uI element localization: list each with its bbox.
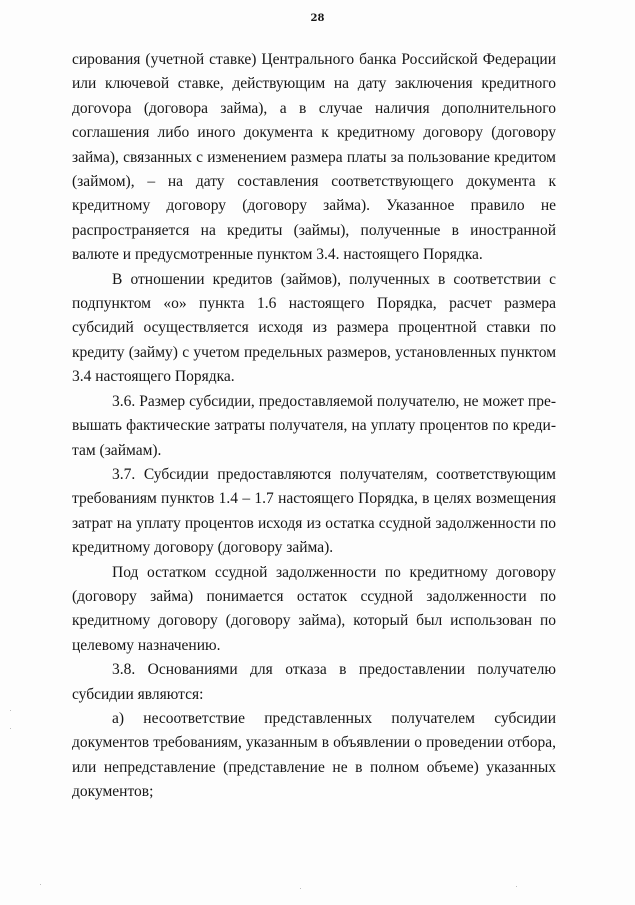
- paragraph-3-7: 3.7. Субсидии предоставляются получателям, соответствующим требованиям пунктов 1.4 – 1.7 настоящего Порядка, в целях возмещения затрат на уплату процентов исходя из остатка ссудной задолженности по кредитному договору (договору займа).: [72, 465, 556, 557]
- paragraph-3-8-a: а) несоответствие представленных получателем субсидии документов требованиям, указанным в объявлении о проведении отбора, или непредставление (представление не в полном объеме) указанных документов;: [72, 709, 556, 801]
- paragraph-rate-continuation: сирования (учетной ставке) Центрального банка Российской Федерации или ключевой ставке, действующим на дату заключения кредитного догоvора (договора займа), а в случае наличия дополнительного соглашения либо иного документа к кредитному договору (договору займа), связанных с изменением размера платы за пользование кредитом (займом), – на дату составления соответствующего документа к кредитному договору (договору займа). Указанное правило не распространяется на кредиты (займы), полученные в иностранной валюте и предусмотренные пунктом 3.4. настоящего Порядка.: [72, 51, 556, 264]
- scan-speck: [300, 888, 301, 889]
- paragraph-3-8: 3.8. Основаниями для отказа в предоставлении получателю субсидии являются:: [72, 661, 556, 703]
- paragraph-3-6: 3.6. Размер субсидии, предоставляемой получателю, не может превышать фактические затраты получателя, на уплату процентов по кредитам (займам).: [72, 392, 556, 459]
- page-number: 28: [310, 13, 325, 24]
- document-body: [72, 48, 556, 805]
- scan-speck: [10, 710, 11, 711]
- scan-speck: [10, 728, 11, 729]
- scan-speck: [40, 884, 41, 885]
- scan-speck: [516, 886, 517, 887]
- paragraph-subpoint-o: В отношении кредитов (займов), полученных в соответствии с подпунктом «о» пункта 1.6 настоящего Порядка, расчет размера субсидий осуществляется исходя из размера процентной ставки по кредиту (займу) с учетом предельных размеров, установленных пунктом 3.4 настоящего Порядка.: [72, 270, 556, 386]
- paragraph-loan-balance-definition: Под остатком ссудной задолженности по кредитному договору (договору займа) понимается остаток ссудной задолженности по кредитному договору (договору займа), который был использован по целевому назначению.: [72, 563, 556, 654]
